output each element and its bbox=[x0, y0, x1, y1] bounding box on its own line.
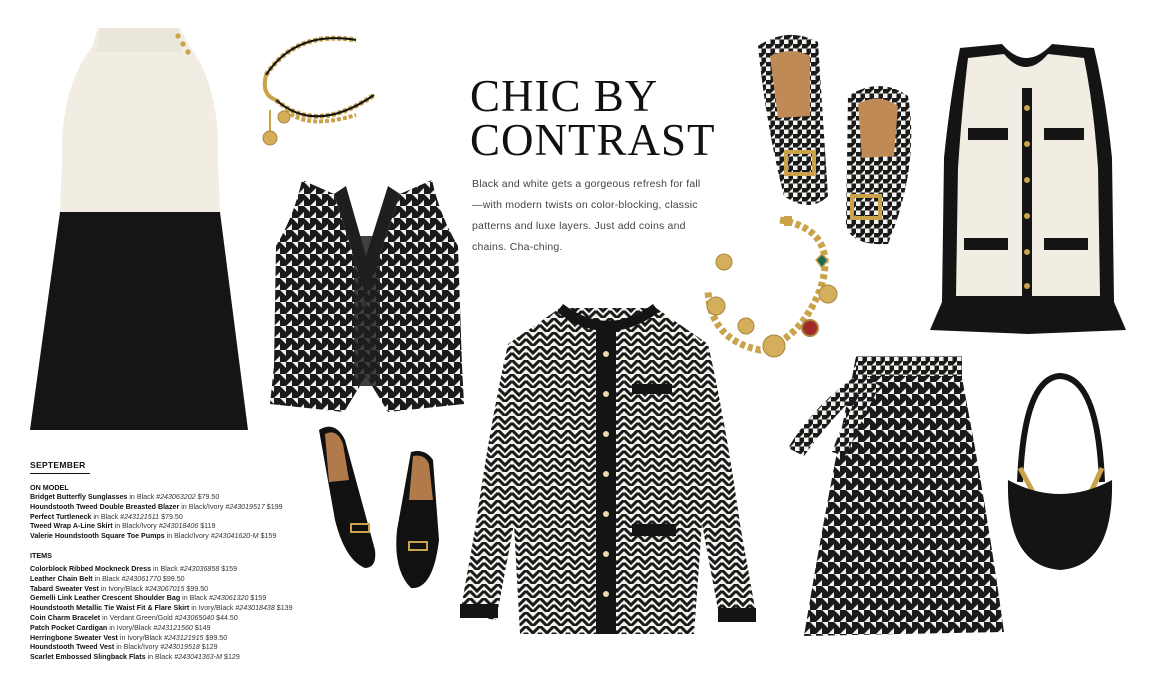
product-sku: #243019517 bbox=[225, 502, 265, 511]
product-desc: in Ivory/Black bbox=[98, 584, 145, 593]
list-item bbox=[30, 594, 450, 604]
product-price: $44.50 bbox=[214, 613, 238, 622]
product-price: $159 bbox=[258, 532, 277, 541]
product-sku: #243019518 bbox=[160, 643, 200, 652]
product-price: $79.50 bbox=[159, 512, 183, 521]
product-sku: #243121915 bbox=[164, 633, 204, 642]
houndstooth-skirt-image bbox=[786, 352, 1008, 638]
product-price: $159 bbox=[219, 564, 238, 573]
product-price: $99.50 bbox=[184, 584, 209, 593]
crescent-shoulder-bag-image bbox=[1004, 368, 1116, 574]
product-name: Houndstooth Metallic Tie Waist Fit & Flare Skirt bbox=[30, 604, 190, 613]
intro-text: Black and white gets a gorgeous refresh for fall—with modern twists on color-blocking, classic patterns and luxe layers. Just add coins and chains. Cha-ching. bbox=[472, 178, 701, 253]
product-sku: #243018406 bbox=[158, 522, 199, 531]
list-item bbox=[30, 624, 450, 634]
list-item bbox=[30, 513, 450, 523]
product-sku: #243018438 bbox=[235, 604, 275, 613]
product-name: Tweed Wrap A-Line Skirt bbox=[30, 522, 113, 531]
list-item bbox=[30, 522, 450, 532]
list-item bbox=[30, 614, 450, 624]
product-desc: in Black/Ivory bbox=[114, 643, 161, 652]
product-sku: #243121511 bbox=[120, 512, 160, 521]
product-name: Scarlet Embossed Slingback Flats bbox=[30, 653, 146, 662]
product-desc: in Black bbox=[91, 512, 121, 521]
list-item bbox=[30, 643, 450, 653]
credits-season-heading: SEPTEMBER bbox=[30, 460, 90, 474]
product-name: Patch Pocket Cardigan bbox=[30, 623, 108, 632]
product-name: Bridget Butterfly Sunglasses bbox=[30, 493, 128, 501]
product-desc: in Ivory/Black bbox=[189, 604, 236, 613]
colorblock-dress-image bbox=[30, 22, 252, 447]
product-desc: in Black bbox=[151, 564, 180, 573]
list-item bbox=[30, 575, 450, 585]
tabard-sweater-vest-image bbox=[928, 38, 1126, 340]
houndstooth-tweed-vest-image bbox=[268, 176, 464, 412]
product-price: $79.50 bbox=[195, 493, 220, 501]
product-desc: in Black bbox=[127, 493, 157, 501]
product-desc: in Black/Ivory bbox=[179, 502, 226, 511]
product-name: Gemelli Link Leather Crescent Shoulder Bag bbox=[30, 594, 181, 603]
product-desc: in Black bbox=[145, 653, 175, 662]
product-name: Houndstooth Tweed Double Breasted Blazer bbox=[30, 502, 180, 511]
product-sku: #243041363-M bbox=[174, 653, 223, 662]
headline-line-2: CONTRAST bbox=[470, 115, 716, 165]
items-list bbox=[30, 565, 450, 663]
product-price: $159 bbox=[248, 594, 267, 603]
list-item bbox=[30, 604, 450, 614]
product-price: $129 bbox=[199, 643, 218, 652]
product-price: $119 bbox=[198, 522, 216, 531]
product-desc: in Black/Ivory bbox=[112, 522, 159, 531]
product-sku: #243061320 bbox=[208, 594, 249, 603]
list-item bbox=[30, 493, 450, 503]
product-name: Leather Chain Belt bbox=[30, 574, 93, 583]
page-headline bbox=[470, 71, 720, 165]
product-sku: #243041620-M bbox=[210, 532, 259, 541]
product-price: $99.50 bbox=[203, 633, 228, 642]
on-model-list bbox=[30, 493, 450, 542]
herringbone-cardigan-image bbox=[456, 304, 760, 640]
product-price: $199 bbox=[264, 502, 283, 511]
product-sku: #243063202 bbox=[156, 493, 196, 501]
product-sku: #243061770 bbox=[121, 574, 161, 583]
product-credits bbox=[30, 460, 450, 663]
product-name: Colorblock Ribbed Mockneck Dress bbox=[30, 564, 152, 573]
product-desc: in Ivory/Black bbox=[107, 623, 154, 632]
product-desc: in Black bbox=[92, 574, 122, 583]
headline-line-1: CHIC BY bbox=[470, 71, 659, 121]
list-item bbox=[30, 532, 450, 542]
product-name: Tabard Sweater Vest bbox=[30, 584, 99, 593]
product-sku: #243036858 bbox=[179, 564, 220, 573]
product-price: $129 bbox=[222, 653, 240, 662]
product-name: Houndstooth Tweed Vest bbox=[30, 643, 115, 652]
product-desc: in Verdant Green/Gold bbox=[100, 613, 175, 622]
list-item bbox=[30, 634, 450, 644]
leather-chain-belt-image bbox=[256, 20, 376, 150]
product-price: $139 bbox=[274, 604, 293, 613]
list-item bbox=[30, 653, 450, 663]
product-desc: in Black bbox=[180, 594, 209, 603]
product-price: $149 bbox=[192, 623, 211, 632]
list-item bbox=[30, 503, 450, 513]
product-price: $99.50 bbox=[160, 574, 185, 583]
product-name: Coin Charm Bracelet bbox=[30, 613, 101, 622]
product-name: Perfect Turtleneck bbox=[30, 512, 92, 521]
product-name: Valerie Houndstooth Square Toe Pumps bbox=[30, 532, 165, 541]
list-item bbox=[30, 585, 450, 595]
product-desc: in Black/Ivory bbox=[164, 532, 211, 541]
product-name: Herringbone Sweater Vest bbox=[30, 633, 118, 642]
list-item bbox=[30, 565, 450, 575]
product-sku: #243065040 bbox=[174, 613, 215, 622]
items-heading: ITEMS bbox=[30, 550, 52, 560]
product-sku: #243067015 bbox=[145, 584, 185, 593]
product-desc: in Ivory/Black bbox=[117, 633, 165, 642]
on-model-heading: ON MODEL bbox=[30, 483, 69, 492]
product-sku: #243121560 bbox=[153, 623, 193, 632]
